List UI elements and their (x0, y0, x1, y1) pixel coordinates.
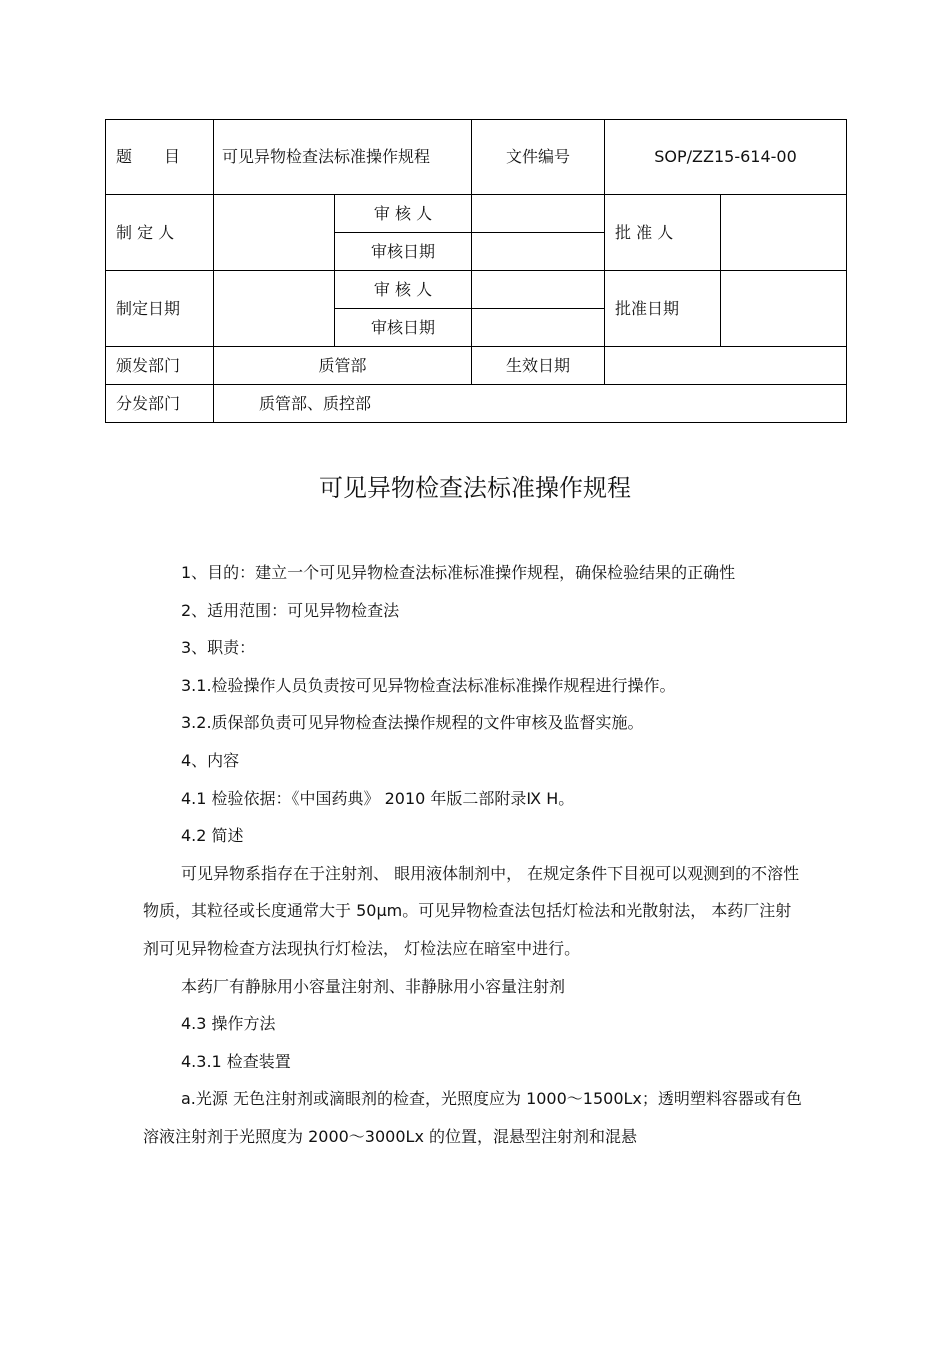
reviewer-value-2 (472, 271, 605, 309)
doc-no-label: 文件编号 (472, 120, 605, 195)
document-title: 可见异物检查法标准操作规程 (319, 474, 631, 502)
author-date-value (214, 271, 335, 347)
review-date-label-2: 审核日期 (335, 309, 472, 347)
paragraph-summary: 可见异物系指存在于注射剂、 眼用液体制剂中， 在规定条件下目视可以观测到的不溶性物质，其粒径或长度通常大于 50μm。可见异物检查法包括灯检法和光散射法， 本药厂注射剂可见异物检查方法现执行灯检法， 灯检法应在暗室中进行。 (143, 863, 800, 958)
distribute-dept-value: 质管部、质控部 (214, 385, 847, 423)
paragraph-purpose: 1、目的：建立一个可见异物检查法标准标准操作规程，确保检验结果的正确性 (181, 563, 736, 582)
review-date-value-1 (472, 233, 605, 271)
subject-label: 题 目 (106, 120, 214, 195)
paragraph-device-heading: 4.3.1 检查装置 (181, 1051, 291, 1071)
author-date-label: 制定日期 (106, 271, 214, 347)
issue-dept-value: 质管部 (214, 347, 472, 385)
document-body (143, 554, 803, 1156)
paragraph-summary-heading: 4.2 简述 (181, 826, 244, 846)
subject-value: 可见异物检查法标准操作规程 (214, 120, 472, 195)
paragraph-method-heading: 4.3 操作方法 (181, 1014, 276, 1034)
paragraph-responsibility-3-1: 3.1.检验操作人员负责按可见异物检查法标准标准操作规程进行操作。 (181, 675, 676, 695)
paragraph-scope: 2、适用范围：可见异物检查法 (181, 600, 400, 620)
author-value (214, 195, 335, 271)
effective-date-value (605, 347, 847, 385)
doc-no-value: SOP/ZZ15-614-00 (605, 120, 847, 195)
paragraph-light-source: a.光源 无色注射剂或滴眼剂的检查，光照度应为 1000～1500Lx；透明塑料容器或有色溶液注射剂于光照度为 2000～3000Lx 的位置，混悬型注射剂和混悬 (143, 1089, 802, 1146)
author-label: 制 定 人 (106, 195, 214, 271)
reviewer-label-1: 审 核 人 (335, 195, 472, 233)
paragraph-responsibility: 3、职责： (181, 638, 256, 658)
review-date-value-2 (472, 309, 605, 347)
paragraph-content: 4、内容 (181, 750, 240, 770)
paragraph-products: 本药厂有静脉用小容量注射剂、非静脉用小容量注射剂 (181, 976, 566, 996)
distribute-dept-label: 分发部门 (106, 385, 214, 423)
header-info-table (105, 119, 847, 423)
effective-date-label: 生效日期 (472, 347, 605, 385)
approve-date-value (721, 271, 847, 347)
approve-date-label: 批准日期 (605, 271, 721, 347)
paragraph-responsibility-3-2: 3.2.质保部负责可见异物检查法操作规程的文件审核及监督实施。 (181, 713, 644, 733)
reviewer-value-1 (472, 195, 605, 233)
review-date-label-1: 审核日期 (335, 233, 472, 271)
reviewer-label-2: 审 核 人 (335, 271, 472, 309)
approver-label: 批 准 人 (605, 195, 721, 271)
paragraph-basis: 4.1 检验依据：《中国药典》 2010 年版二部附录Ⅸ H。 (181, 788, 575, 808)
approver-value (721, 195, 847, 271)
issue-dept-label: 颁发部门 (106, 347, 214, 385)
